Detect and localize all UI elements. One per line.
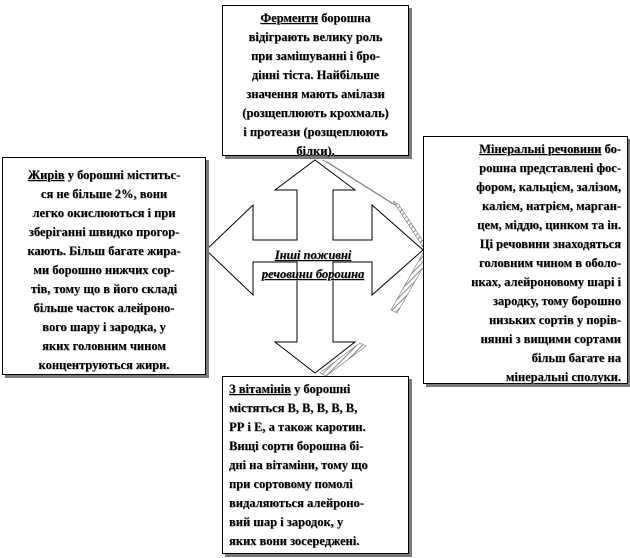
enzymes-text-line: (розщеплюють крохмаль) <box>242 106 389 120</box>
fats-text-line: кають. Більш багате жира- <box>27 244 181 258</box>
enzymes-text-line: борошна <box>317 11 371 25</box>
fats-text-line: легко окислюються і при <box>32 206 176 220</box>
vitamins-text-line: вий шар і зародок, у <box>229 515 344 529</box>
enzymes-text-line: значення мають амілази <box>246 87 385 101</box>
enzymes-heading: Ферменти <box>260 11 318 25</box>
minerals-text-line: низьких сортів у порів- <box>488 313 621 327</box>
fats-box <box>2 157 206 375</box>
fats-text-line: ми борошно нижчих сор- <box>33 263 175 277</box>
vitamins-heading: З вітамінів <box>229 382 291 396</box>
center-label <box>238 246 388 284</box>
minerals-text-line: нках, алейроновому шарі і <box>471 275 621 289</box>
fats-text-line: у борошні міститьс- <box>64 168 181 182</box>
minerals-text-line: головним чином в оболо- <box>478 256 621 270</box>
minerals-text-line: більш багате на <box>531 351 621 365</box>
fats-text-line: концентруються жири. <box>38 358 170 372</box>
enzymes-text-line: і протеази (розщеплюють <box>243 125 388 139</box>
minerals-text-line: зародку, тому борошно <box>492 294 621 308</box>
minerals-box <box>423 136 628 384</box>
minerals-text-line: нянні з вищими сортами <box>480 332 621 346</box>
vitamins-text-line: містяться В, В, В, В, В, <box>229 401 358 415</box>
fats-text-line: вого шару і зародка, у <box>42 320 166 334</box>
fats-text-line: зберіганні швидко прогор- <box>28 225 180 239</box>
minerals-text-line: калієм, натрієм, марган- <box>482 199 621 213</box>
vitamins-text-line: РР і Е, а також каротин. <box>229 420 366 434</box>
vitamins-text-line: Вищі сорти борошна бі- <box>229 439 364 453</box>
vitamins-text-line: дні на вітаміни, тому що <box>229 458 368 472</box>
vitamins-text-line: видаляються алейроно- <box>229 496 364 510</box>
minerals-text-line: Ці речовини знаходяться <box>479 237 621 251</box>
vitamins-text-line: яких вони зосереджені. <box>229 534 360 548</box>
enzymes-text-line: дінні тіста. Найбільше <box>251 68 380 82</box>
enzymes-text-line: відіграють велику роль <box>248 30 383 44</box>
fats-text-line: ся не більше 2%, вони <box>40 187 168 201</box>
fats-text-line: тів, тому що в його складі <box>30 282 178 296</box>
center-label-line: Інші поживні <box>274 248 352 262</box>
minerals-text-line: бо- <box>601 142 621 156</box>
minerals-text-line: мінеральні сполуки. <box>505 370 621 384</box>
fats-text-line: яких головним чином <box>42 339 166 353</box>
minerals-heading: Мінеральні речовини <box>479 142 602 156</box>
minerals-text-line: цем, міддю, цинком та ін. <box>477 218 621 232</box>
fats-heading: Жирів <box>27 168 65 182</box>
minerals-text-line: рошна представлені фос- <box>479 161 621 175</box>
fats-text-line: більше часток алейроно- <box>33 301 175 315</box>
center-label-line: речовини борошна <box>261 267 365 281</box>
vitamins-text-line: при сортовому помолі <box>229 477 353 491</box>
enzymes-box <box>222 5 409 156</box>
enzymes-text-line: білки). <box>296 144 335 158</box>
minerals-text-line: фором, кальцієм, залізом, <box>476 180 621 194</box>
vitamins-text-line: у борошні <box>290 382 351 396</box>
vitamins-box <box>222 376 409 554</box>
enzymes-text-line: при замішуванні і бро- <box>251 49 380 63</box>
